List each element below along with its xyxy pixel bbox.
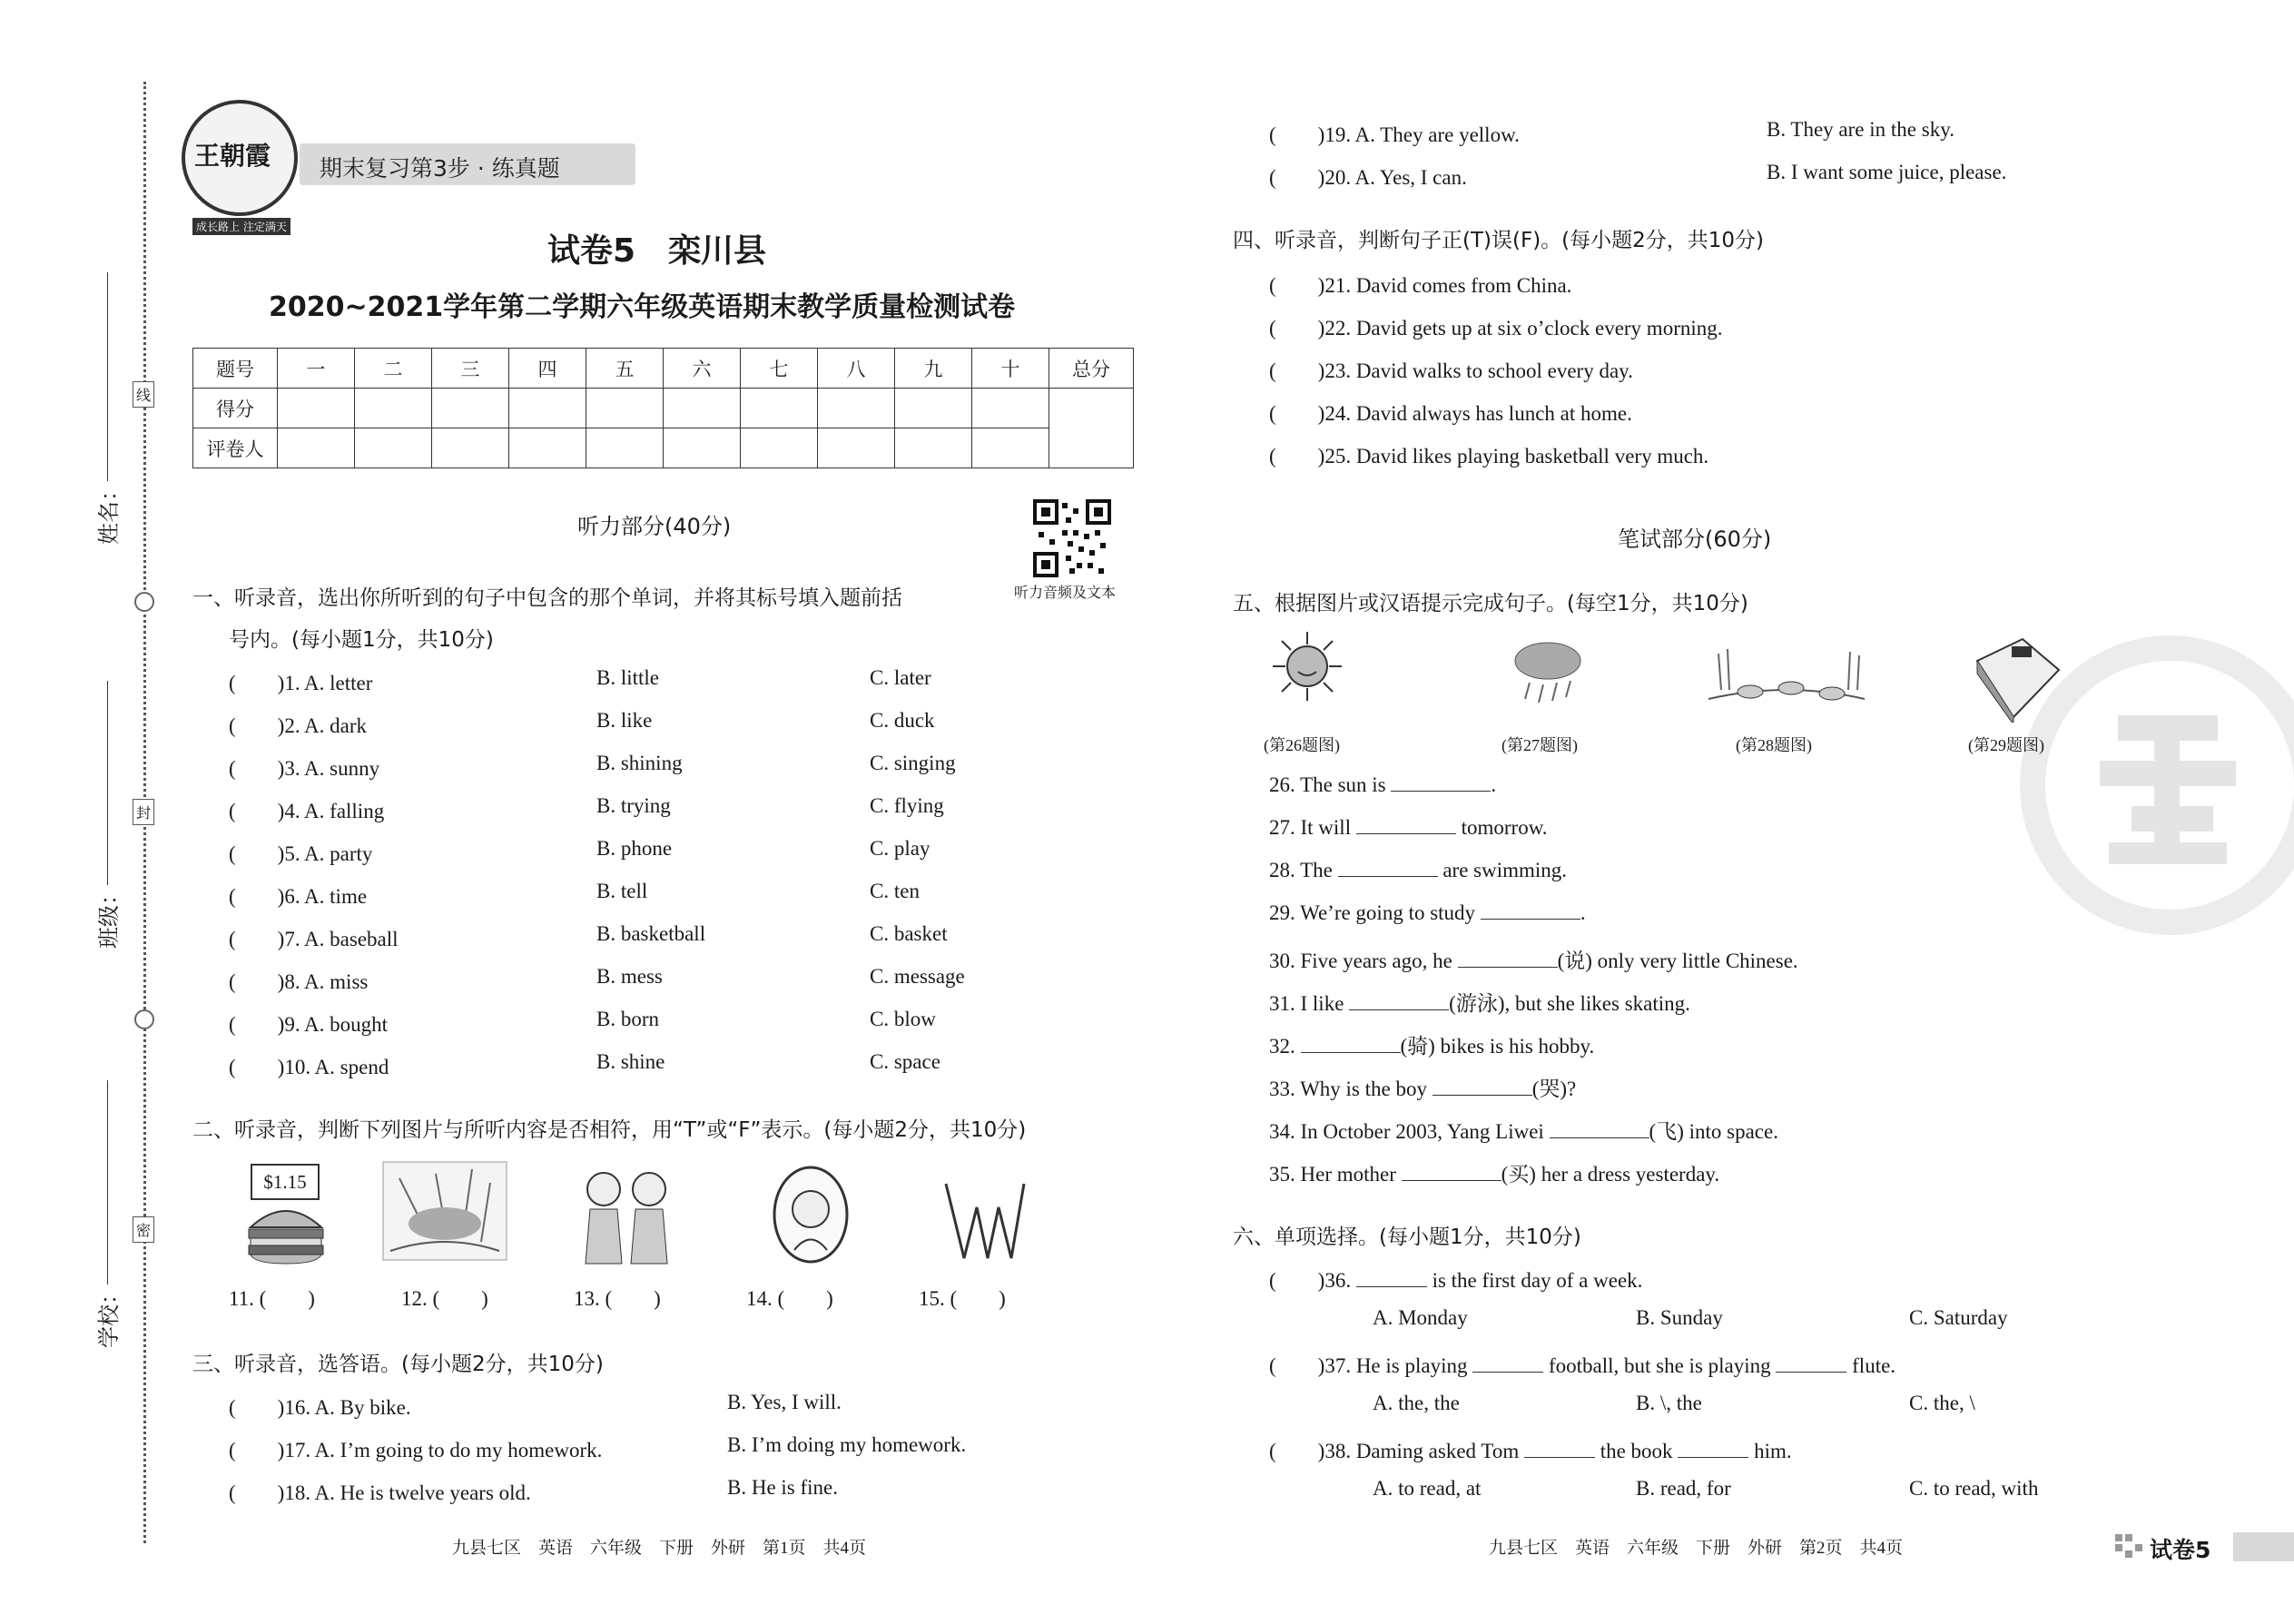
q4-option-b: B. trying (596, 794, 671, 817)
grader-cell[interactable] (818, 428, 895, 468)
q8-option-c: C. message (870, 965, 965, 988)
grader-cell[interactable] (741, 428, 818, 468)
q34-blank[interactable] (1550, 1121, 1649, 1138)
score-cell[interactable] (818, 389, 895, 428)
grader-cell[interactable] (972, 428, 1049, 468)
q36-option-a: A. Monday (1373, 1306, 1468, 1329)
q20[interactable]: ( )20. A. Yes, I can. (1269, 166, 1467, 189)
q37[interactable]: ( )37. He is playing football, but she is playing flute. (1269, 1354, 1896, 1377)
q16[interactable]: ( )16. A. By bike. (229, 1396, 411, 1419)
q2[interactable]: ( )2. A. dark (229, 714, 368, 737)
score-table (192, 348, 1134, 468)
ducks-pond-icon (1705, 635, 1868, 717)
q26-blank[interactable] (1391, 774, 1491, 792)
section2-title: 二、听录音，判断下列图片与所听内容是否相符，用“T”或“F”表示。(每小题2分，共10分) (192, 1118, 1027, 1142)
q10-option-c: C. space (870, 1050, 940, 1073)
total-score-cell[interactable] (1049, 389, 1134, 468)
q19[interactable]: ( )19. A. They are yellow. (1269, 123, 1520, 146)
q1-option-c: C. later (870, 666, 931, 689)
q33-blank[interactable] (1433, 1078, 1532, 1096)
section3-title: 三、听录音，选答语。(每小题2分，共10分) (192, 1353, 604, 1376)
q21[interactable]: ( )21. David comes from China. (1269, 274, 1572, 297)
q20-option-b: B. I want some juice, please. (1767, 161, 2007, 183)
section1-title: 一、听录音，选出你所听到的句子中包含的那个单词，并将其标号填入题前括 (192, 586, 902, 610)
score-header: 十 (972, 349, 1049, 389)
score-cell[interactable] (741, 389, 818, 428)
score-header: 三 (432, 349, 509, 389)
q26: 26. The sun is . (1269, 773, 1497, 796)
score-cell[interactable] (509, 389, 586, 428)
q4-option-c: C. flying (870, 794, 944, 817)
seal-mark-feng: 封 (133, 799, 154, 825)
q10[interactable]: ( )10. A. spend (229, 1056, 389, 1078)
q7-option-b: B. basketball (596, 922, 706, 945)
school-label: 学校： (96, 1283, 122, 1348)
q27-blank[interactable] (1356, 817, 1456, 834)
q19-option-b: B. They are in the sky. (1767, 118, 1954, 141)
score-header: 二 (355, 349, 432, 389)
q37-option-a: A. the, the (1373, 1392, 1460, 1414)
grader-cell[interactable] (509, 428, 586, 468)
score-row-label: 评卷人 (193, 428, 278, 468)
score-header: 七 (741, 349, 818, 389)
exam-title: 试卷5 栾川县 (547, 232, 767, 270)
q31-blank[interactable] (1349, 993, 1449, 1010)
book-icon (1968, 634, 2064, 723)
class-label: 班级： (96, 883, 122, 949)
q4[interactable]: ( )4. A. falling (229, 800, 385, 822)
q28: 28. The are swimming. (1269, 859, 1568, 881)
q28-blank[interactable] (1338, 860, 1438, 877)
header-badge: 期末复习第3步 · 练真题 (300, 143, 635, 185)
q38[interactable]: ( )38. Daming asked Tom the book him. (1269, 1440, 1792, 1462)
q25[interactable]: ( )25. David likes playing basketball very much. (1269, 445, 1709, 468)
score-cell[interactable] (895, 389, 972, 428)
pic29-label: (第29题图) (1968, 736, 2044, 754)
writing-title: 笔试部分(60分) (1618, 527, 1772, 552)
binding-hole-icon (134, 1009, 154, 1029)
q2-option-b: B. like (596, 709, 653, 732)
q7[interactable]: ( )7. A. baseball (229, 928, 399, 950)
score-cell[interactable] (972, 389, 1049, 428)
score-row-label: 得分 (193, 389, 278, 428)
q29: 29. We’re going to study . (1269, 901, 1586, 924)
q36[interactable]: ( )36. is the first day of a week. (1269, 1269, 1643, 1292)
q5-option-c: C. play (870, 837, 930, 860)
score-cell[interactable] (664, 389, 741, 428)
qr-caption: 听力音频及文本 (1014, 584, 1117, 601)
exam-subtitle: 2020~2021学年第二学期六年级英语期末教学质量检测试卷 (269, 291, 1016, 323)
q9-option-c: C. blow (870, 1008, 936, 1030)
q35: 35. Her mother (买) her a dress yesterday. (1269, 1163, 1720, 1186)
q12[interactable]: 12. ( ) (401, 1287, 488, 1310)
grader-cell[interactable] (895, 428, 972, 468)
score-cell[interactable] (355, 389, 432, 428)
q18[interactable]: ( )18. A. He is twelve years old. (229, 1481, 531, 1504)
q32: 32. (骑) bikes is his hobby. (1269, 1035, 1595, 1058)
score-header: 题号 (193, 349, 278, 389)
rainy-cloud-icon (1507, 635, 1589, 708)
pic28-label: (第28题图) (1736, 736, 1812, 754)
q31: 31. I like (游泳), but she likes skating. (1269, 992, 1690, 1015)
listening-title: 听力部分(40分) (577, 514, 732, 539)
q37-option-c: C. the, \ (1909, 1392, 1975, 1414)
page-marker-icon (2115, 1534, 2142, 1558)
q15[interactable]: 15. ( ) (919, 1287, 1006, 1310)
q29-blank[interactable] (1481, 902, 1580, 920)
sun-icon (1271, 630, 1344, 703)
q22[interactable]: ( )22. David gets up at six o’clock every morning. (1269, 317, 1723, 340)
name-field[interactable] (107, 272, 108, 481)
q6[interactable]: ( )6. A. time (229, 885, 368, 908)
stormy-weather-icon (381, 1160, 508, 1262)
hamburger-icon (245, 1200, 327, 1265)
q6-option-c: C. ten (870, 880, 920, 902)
grader-cell[interactable] (432, 428, 509, 468)
q2-option-c: C. duck (870, 709, 935, 732)
q1[interactable]: ( )1. A. letter (229, 672, 373, 694)
grader-cell[interactable] (355, 428, 432, 468)
q36-option-b: B. Sunday (1636, 1306, 1723, 1329)
q32-blank[interactable] (1301, 1036, 1401, 1053)
section5-title: 五、根据图片或汉语提示完成句子。(每空1分，共10分) (1233, 592, 1748, 615)
q30: 30. Five years ago, he (说) only very little Chinese. (1269, 950, 1798, 972)
q34: 34. In October 2003, Yang Liwei (飞) into space. (1269, 1120, 1778, 1143)
grader-cell[interactable] (586, 428, 664, 468)
q36-option-c: C. Saturday (1909, 1306, 2008, 1329)
q11[interactable]: 11. ( ) (229, 1287, 315, 1310)
q10-option-b: B. shine (596, 1050, 665, 1073)
q38-option-a: A. to read, at (1373, 1477, 1482, 1500)
qr-code-icon[interactable] (1033, 499, 1111, 577)
letter-w-shape-icon (944, 1180, 1026, 1262)
q17[interactable]: ( )17. A. I’m going to do my homework. (229, 1439, 603, 1462)
q3-option-b: B. shining (596, 752, 683, 774)
footer-right: 九县七区 英语 六年级 下册 外研 第2页 共4页 (1489, 1539, 1904, 1558)
q16-option-b: B. Yes, I will. (727, 1391, 842, 1413)
q38-option-c: C. to read, with (1909, 1477, 2039, 1500)
q7-option-c: C. basket (870, 922, 948, 945)
q9-option-b: B. born (596, 1008, 659, 1030)
price-tag: $1.15 (251, 1164, 320, 1200)
score-header: 六 (664, 349, 741, 389)
q3[interactable]: ( )3. A. sunny (229, 757, 380, 780)
q33: 33. Why is the boy (哭)? (1269, 1078, 1577, 1100)
name-label: 姓名： (96, 479, 122, 545)
q13[interactable]: 13. ( ) (574, 1287, 661, 1310)
page-mark: 试卷5 (2150, 1537, 2211, 1563)
score-cell[interactable] (586, 389, 664, 428)
pic26-label: (第26题图) (1264, 736, 1340, 754)
q3-option-c: C. singing (870, 752, 956, 774)
q1-option-b: B. little (596, 666, 659, 689)
q30-blank[interactable] (1458, 950, 1558, 968)
brand-logo: 王朝霞 成长路上 注定满天 (182, 100, 298, 216)
page-mark-tab (2233, 1532, 2294, 1561)
grader-cell[interactable] (278, 428, 355, 468)
seal-mark-xian: 线 (133, 381, 154, 408)
q5[interactable]: ( )5. A. party (229, 842, 373, 865)
q23[interactable]: ( )23. David walks to school every day. (1269, 359, 1633, 382)
score-header: 五 (586, 349, 664, 389)
q18-option-b: B. He is fine. (727, 1476, 839, 1499)
two-girls-icon (572, 1164, 681, 1265)
binding-hole-icon (134, 592, 154, 612)
score-cell[interactable] (278, 389, 355, 428)
q8-option-b: B. mess (596, 965, 663, 988)
section4-title: 四、听录音，判断句子正(T)误(F)。(每小题2分，共10分) (1233, 229, 1765, 252)
mirror-face-icon (772, 1164, 850, 1265)
score-header: 九 (895, 349, 972, 389)
q38-option-b: B. read, for (1636, 1477, 1731, 1500)
pic27-label: (第27题图) (1501, 736, 1578, 754)
score-header: 八 (818, 349, 895, 389)
score-header: 一 (278, 349, 355, 389)
q8[interactable]: ( )8. A. miss (229, 970, 369, 993)
q27: 27. It will tomorrow. (1269, 816, 1548, 839)
section1-title-cont: 号内。(每小题1分，共10分) (229, 628, 494, 652)
grader-cell[interactable] (664, 428, 741, 468)
score-header: 总分 (1049, 349, 1134, 389)
q37-option-b: B. \, the (1636, 1392, 1702, 1414)
section6-title: 六、单项选择。(每小题1分，共10分) (1233, 1225, 1581, 1249)
footer-left: 九县七区 英语 六年级 下册 外研 第1页 共4页 (452, 1539, 867, 1558)
seal-mark-mi: 密 (133, 1216, 154, 1243)
q9[interactable]: ( )9. A. bought (229, 1013, 389, 1036)
q14[interactable]: 14. ( ) (746, 1287, 833, 1310)
q24[interactable]: ( )24. David always has lunch at home. (1269, 402, 1632, 425)
q6-option-b: B. tell (596, 880, 648, 902)
class-field[interactable] (107, 681, 108, 885)
score-header: 四 (509, 349, 586, 389)
score-cell[interactable] (432, 389, 509, 428)
q17-option-b: B. I’m doing my homework. (727, 1433, 967, 1456)
q5-option-b: B. phone (596, 837, 673, 860)
q35-blank[interactable] (1402, 1164, 1501, 1181)
school-field[interactable] (107, 1080, 108, 1284)
